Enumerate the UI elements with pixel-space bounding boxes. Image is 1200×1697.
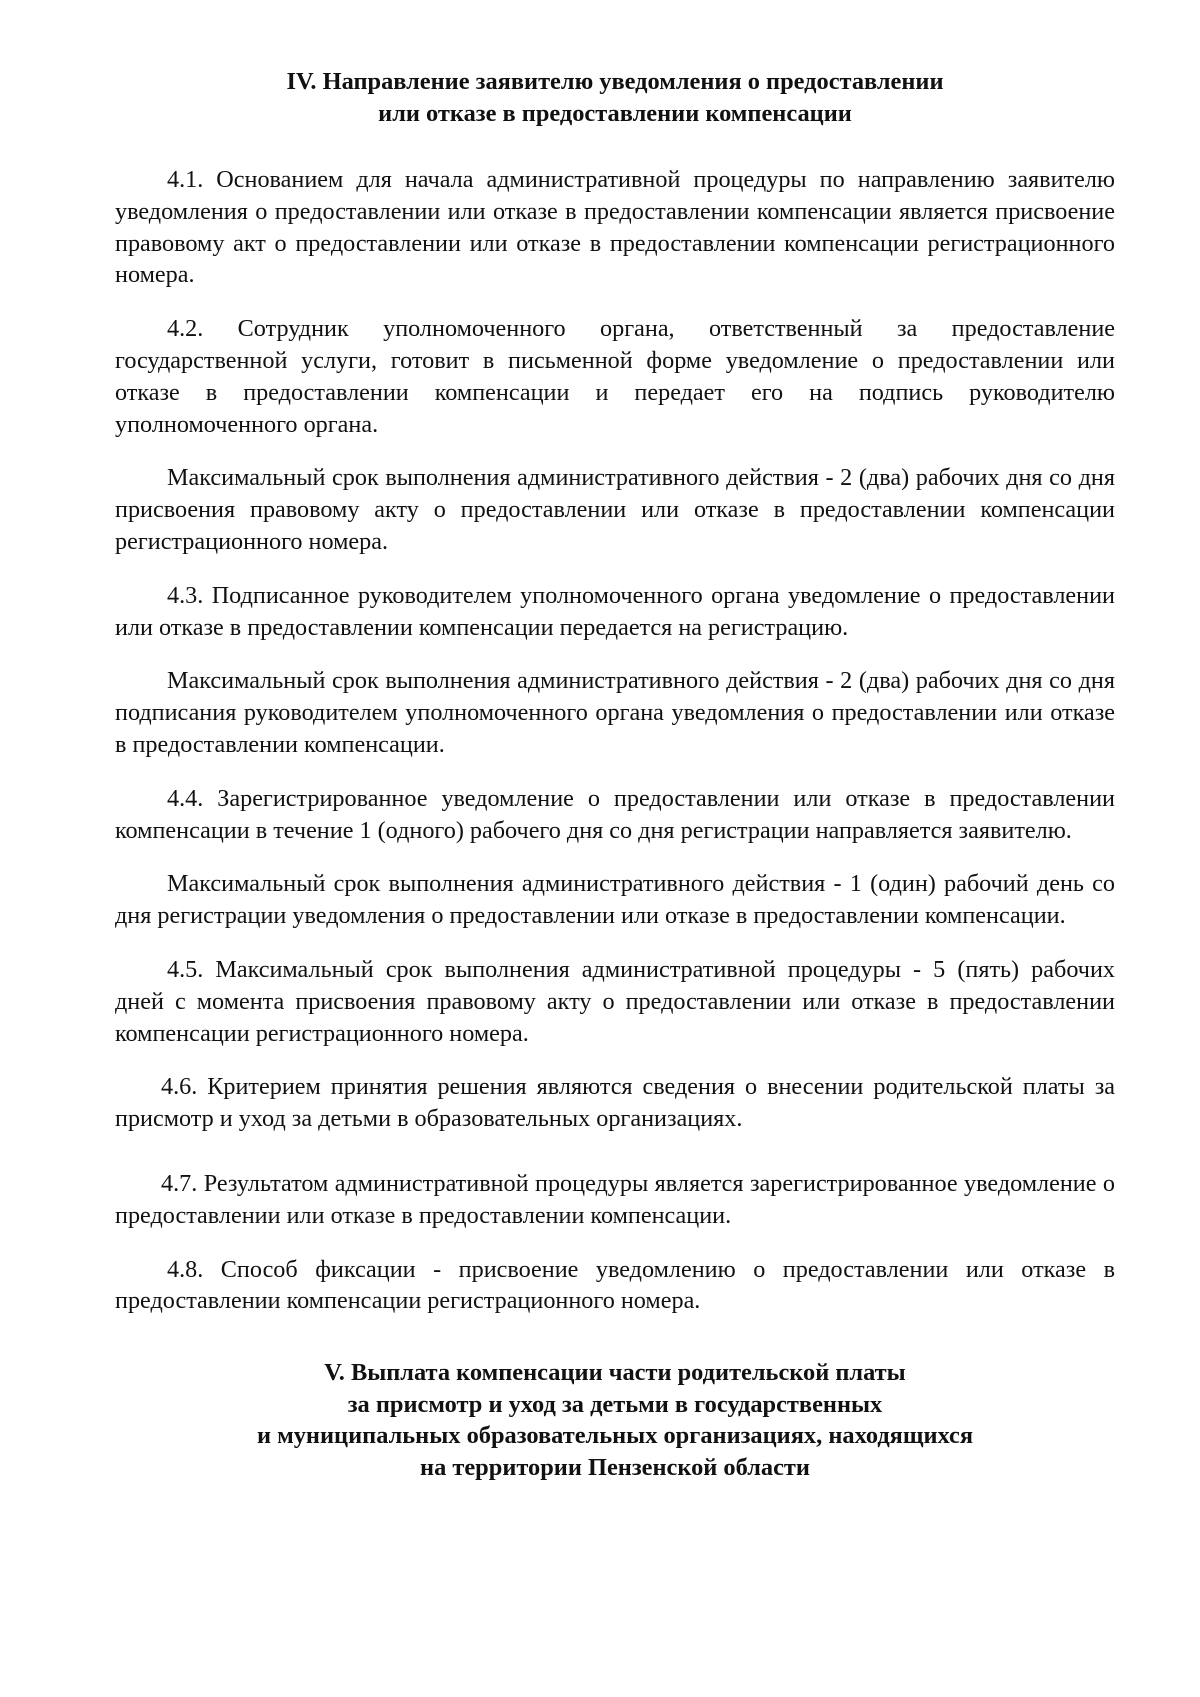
- section-v-title-line-2: за присмотр и уход за детьми в государственных: [347, 1390, 883, 1418]
- paragraph-4-4: 4.4. Зарегистрированное уведомление о предоставлении или отказе в предоставлении компенсации в течение 1 (одного) рабочего дня со дня регистрации направляется заявителю.: [115, 784, 1115, 844]
- section-v-title-line-3: и муниципальных образовательных организациях, находящихся: [256, 1422, 974, 1450]
- paragraph-4-8: 4.8. Способ фиксации - присвоение уведомлению о предоставлении или отказе в предоставлении компенсации регистрационного номера.: [115, 1255, 1115, 1315]
- paragraph-4-7: 4.7. Результатом административной процедуры является зарегистрированное уведомление о предоставлении или отказе в предоставлении компенсации.: [115, 1169, 1115, 1229]
- section-iv-title-line-1: IV. Направление заявителю уведомления о предоставлении: [286, 68, 944, 95]
- section-v-heading: [115, 1357, 1115, 1483]
- section-v-title-line-1: V. Выплата компенсации части родительской платы: [324, 1359, 906, 1387]
- section-iv-heading: [115, 66, 1115, 129]
- paragraph-4-2-deadline: Максимальный срок выполнения административного действия - 2 (два) рабочих дня со дня присвоения правовому акту о предоставлении или отказе в предоставлении компенсации регистрационного номера.: [115, 464, 1115, 555]
- paragraph-4-3-deadline: Максимальный срок выполнения административного действия - 2 (два) рабочих дня со дня подписания руководителем уполномоченного органа уведомления о предоставлении или отказе в предоставлении компенсации.: [115, 667, 1115, 758]
- paragraph-4-6: 4.6. Критерием принятия решения являются сведения о внесении родительской платы за присмотр и уход за детьми в образовательных организациях.: [115, 1073, 1115, 1133]
- paragraph-4-2: 4.2. Сотрудник уполномоченного органа, ответственный за предоставление государственной услуги, готовит в письменной форме уведомление о предоставлении или отказе в предоставлении компенсации и передает его на подпись руководителю уполномоченного органа.: [115, 315, 1115, 438]
- section-v-title-line-4: на территории Пензенской области: [420, 1453, 810, 1481]
- paragraph-4-1: 4.1. Основанием для начала административной процедуры по направлению заявителю уведомления о предоставлении или отказе в предоставлении компенсации является присвоение правовому акт о предоставлении или отказе в предоставлении компенсации регистрационного номера.: [115, 166, 1115, 289]
- paragraph-4-4-deadline: Максимальный срок выполнения административного действия - 1 (один) рабочий день со дня регистрации уведомления о предоставлении или отказе в предоставлении компенсации.: [115, 870, 1115, 930]
- section-iv-title-line-2: или отказе в предоставлении компенсации: [378, 99, 852, 127]
- paragraph-4-3: 4.3. Подписанное руководителем уполномоченного органа уведомление о предоставлении или отказе в предоставлении компенсации передается на регистрацию.: [115, 581, 1115, 641]
- document-page: [115, 66, 1115, 1483]
- paragraph-4-5: 4.5. Максимальный срок выполнения административной процедуры - 5 (пять) рабочих дней с момента присвоения правовому акту о предоставлении или отказе в предоставлении компенсации регистрационного номера.: [115, 955, 1115, 1047]
